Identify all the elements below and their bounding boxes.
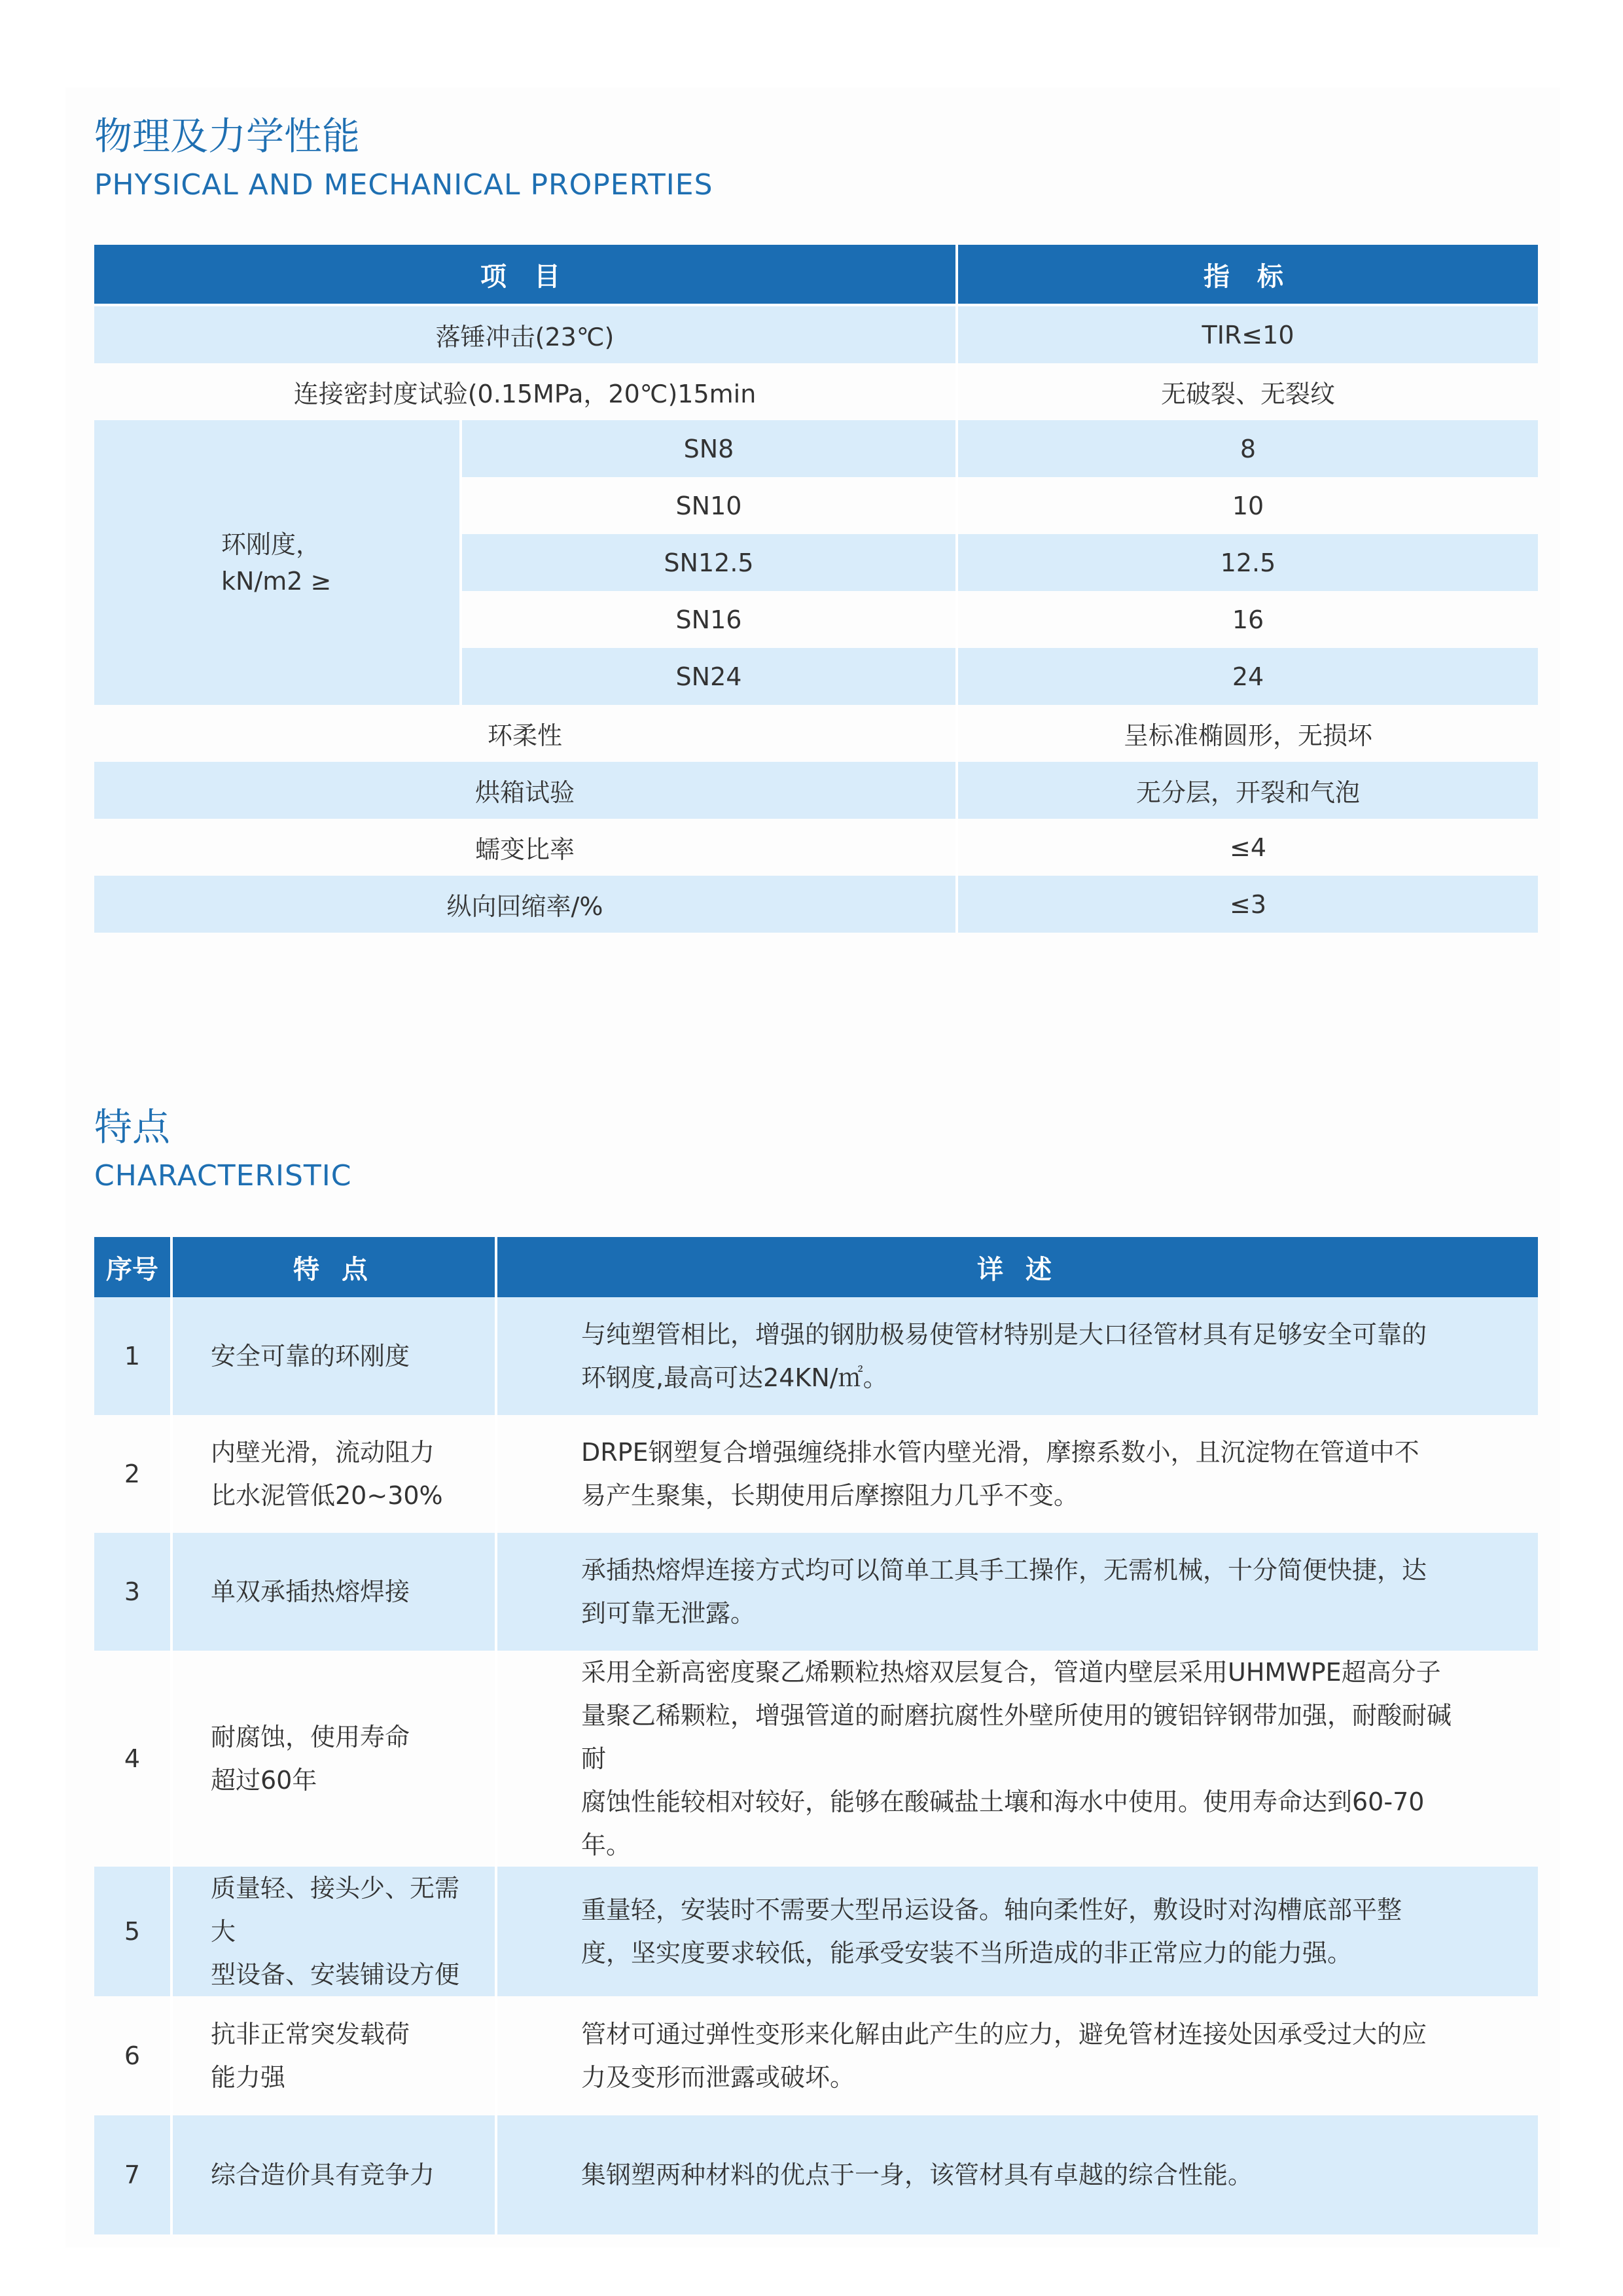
header-item: 项 目 (94, 245, 957, 305)
detail-line: 环钢度,最高可达24KN/㎡。 (581, 1363, 888, 1392)
property-value: 无分层，开裂和气泡 (957, 762, 1538, 819)
detail-line: 集钢塑两种材料的优点于一身，该管材具有卓越的综合性能。 (581, 2161, 1253, 2189)
feature-cell (171, 1297, 496, 1415)
ring-stiffness-label-line1: 环刚度， (221, 529, 321, 559)
ring-stiffness-label (94, 420, 461, 705)
properties-table (94, 245, 1538, 933)
feature-line: 单双承插热熔焊接 (211, 1577, 410, 1606)
detail-line: 采用全新高密度聚乙烯颗粒热熔双层复合，管道内壁层采用UHMWPE超高分子 (581, 1658, 1441, 1687)
ring-stiffness-label-line2: kN/m2 ≥ (221, 566, 332, 596)
feature-cell (171, 1415, 496, 1533)
table-row (94, 705, 1538, 762)
property-value: ≤3 (957, 876, 1538, 933)
property-value: 呈标准椭圆形，无损坏 (957, 705, 1538, 762)
stiffness-grade: SN24 (461, 648, 957, 705)
detail-line: 腐蚀性能较相对较好，能够在酸碱盐土壤和海水中使用。使用寿命达到60-70年。 (581, 1787, 1425, 1859)
feature-cell (171, 1651, 496, 1867)
table-row (94, 1651, 1538, 1867)
feature-line: 型设备、安装铺设方便 (211, 1960, 460, 1989)
stiffness-value: 10 (957, 477, 1538, 534)
row-number: 6 (94, 1996, 171, 2115)
stiffness-grade: SN16 (461, 591, 957, 648)
table-header-row (94, 245, 1538, 305)
detail-cell (496, 1297, 1538, 1415)
feature-cell (171, 1996, 496, 2115)
feature-cell (171, 2115, 496, 2234)
row-number: 7 (94, 2115, 171, 2234)
detail-cell (496, 1867, 1538, 1996)
detail-line: 与纯塑管相比，增强的钢肋极易使管材特别是大口径管材具有足够安全可靠的 (581, 1320, 1427, 1349)
row-number: 4 (94, 1651, 171, 1867)
table-row (94, 819, 1538, 876)
table-header-row (94, 1237, 1538, 1297)
table-row (94, 2115, 1538, 2234)
header-number: 序号 (94, 1237, 171, 1297)
table-row (94, 1297, 1538, 1415)
property-name: 蠕变比率 (94, 819, 957, 876)
property-value: 无破裂、无裂纹 (957, 363, 1538, 420)
stiffness-grade: SN12.5 (461, 534, 957, 591)
feature-cell (171, 1533, 496, 1651)
section-heading-characteristic (94, 1101, 351, 1199)
header-value: 指 标 (957, 245, 1538, 305)
table-row (94, 420, 1538, 477)
header-detail: 详 述 (496, 1237, 1538, 1297)
table-row (94, 363, 1538, 420)
stiffness-value: 12.5 (957, 534, 1538, 591)
feature-line: 能力强 (211, 2063, 286, 2092)
detail-line: DRPE钢塑复合增强缠绕排水管内壁光滑，摩擦系数小，且沉淀物在管道中不 (581, 1438, 1419, 1467)
property-name: 连接密封度试验(0.15MPa，20℃)15min (94, 363, 957, 420)
feature-line: 内壁光滑，流动阻力 (211, 1438, 435, 1467)
table-row (94, 1533, 1538, 1651)
feature-line: 超过60年 (211, 1766, 317, 1795)
detail-cell (496, 1651, 1538, 1867)
table-row (94, 305, 1538, 363)
stiffness-value: 16 (957, 591, 1538, 648)
table-row (94, 1867, 1538, 1996)
feature-line: 安全可靠的环刚度 (211, 1342, 410, 1371)
feature-line: 综合造价具有竞争力 (211, 2161, 435, 2189)
property-value: TIR≤10 (957, 305, 1538, 363)
header-feature: 特 点 (171, 1237, 496, 1297)
detail-line: 到可靠无泄露。 (581, 1599, 756, 1628)
feature-line: 比水泥管低20~30% (211, 1481, 443, 1510)
table-row (94, 1415, 1538, 1533)
section-title-en: CHARACTERISTIC (94, 1159, 352, 1193)
property-name: 环柔性 (94, 705, 957, 762)
property-name: 烘箱试验 (94, 762, 957, 819)
detail-line: 重量轻，安装时不需要大型吊运设备。轴向柔性好，敷设时对沟槽底部平整 (581, 1895, 1402, 1924)
feature-line: 耐腐蚀，使用寿命 (211, 1723, 410, 1751)
stiffness-grade: SN8 (461, 420, 957, 477)
property-value: ≤4 (957, 819, 1538, 876)
detail-line: 管材可通过弹性变形来化解由此产生的应力，避免管材连接处因承受过大的应 (581, 2020, 1427, 2049)
stiffness-value: 24 (957, 648, 1538, 705)
detail-cell (496, 1996, 1538, 2115)
feature-cell (171, 1867, 496, 1996)
table-row (94, 876, 1538, 933)
feature-line: 质量轻、接头少、无需大 (211, 1874, 460, 1946)
detail-line: 量聚乙稀颗粒，增强管道的耐磨抗腐性外壁所使用的镀铝锌钢带加强，耐酸耐碱耐 (581, 1701, 1452, 1773)
detail-line: 承插热熔焊连接方式均可以简单工具手工操作，无需机械，十分简便快捷，达 (581, 1556, 1427, 1585)
detail-cell (496, 1415, 1538, 1533)
table-row (94, 1996, 1538, 2115)
section-title-en: PHYSICAL AND MECHANICAL PROPERTIES (94, 168, 713, 202)
stiffness-value: 8 (957, 420, 1538, 477)
detail-cell (496, 1533, 1538, 1651)
detail-cell (496, 2115, 1538, 2234)
property-name: 纵向回缩率/% (94, 876, 957, 933)
detail-line: 力及变形而泄露或破坏。 (581, 2063, 855, 2092)
stiffness-grade: SN10 (461, 477, 957, 534)
detail-line: 易产生聚集，长期使用后摩擦阻力几乎不变。 (581, 1481, 1079, 1510)
characteristics-table (94, 1237, 1538, 2234)
row-number: 5 (94, 1867, 171, 1996)
row-number: 2 (94, 1415, 171, 1533)
section-title-cn: 特点 (94, 1105, 171, 1149)
feature-line: 抗非正常突发载荷 (211, 2020, 410, 2049)
section-title-cn: 物理及力学性能 (94, 114, 361, 158)
table-row (94, 762, 1538, 819)
row-number: 3 (94, 1533, 171, 1651)
section-heading-properties (94, 110, 713, 208)
detail-line: 度，坚实度要求较低，能承受安装不当所造成的非正常应力的能力强。 (581, 1939, 1353, 1967)
property-name: 落锤冲击(23℃) (94, 305, 957, 363)
row-number: 1 (94, 1297, 171, 1415)
